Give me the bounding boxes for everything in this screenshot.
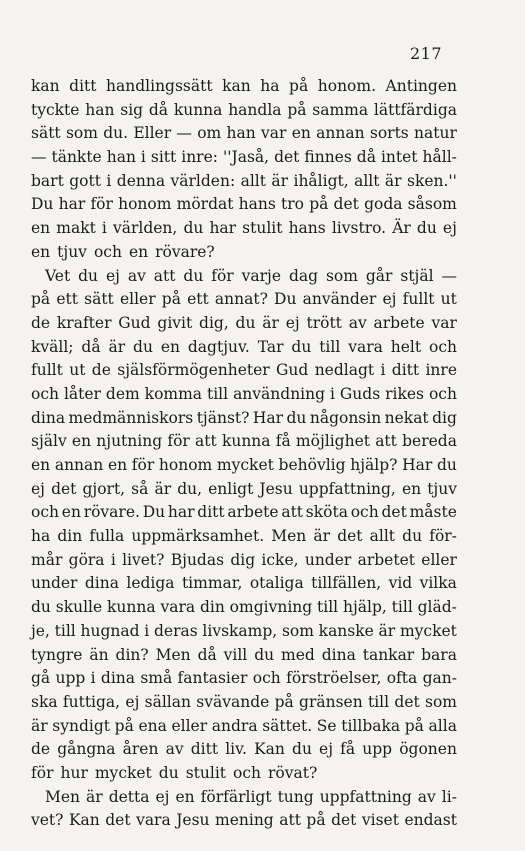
text-line: tyckte han sig då kunna handla på samma lättfärdiga — [31, 100, 457, 119]
text-line: sätt som du. Eller — om han var en annan sorts natur — [31, 124, 457, 143]
text-line: dina medmänniskors tjänst? Har du någonsin nekat dig — [31, 408, 457, 427]
text-line: vet? Kan det vara Jesu mening att på det viset endast — [31, 811, 457, 830]
text-line: en makt i världen, du har stulit hans livstro. Är du ej — [31, 219, 457, 238]
text-line: tyngre än din? Men då vill du med dina tankar bara — [31, 645, 457, 664]
text-line: — tänkte han i sitt inre: ''Jaså, det finnes då intet håll- — [31, 148, 457, 167]
text-line: je, till hugnad i deras livskamp, som kanske är mycket — [31, 621, 457, 640]
text-line: kväll; då är du en dagtjuv. Tar du till vara helt och — [31, 337, 457, 356]
text-line: Vet du ej av att du för varje dag som går stjäl — — [45, 266, 457, 285]
text-line: på ett sätt eller på ett annat? Du använder ej fullt ut — [31, 290, 457, 309]
text-line: är syndigt på ena eller andra sättet. Se tillbaka på alla — [31, 716, 457, 735]
page-number: 217 — [409, 44, 442, 63]
text-line: bart gott i denna världen: allt är ihåligt, allt är sken.'' — [31, 171, 457, 190]
text-line: de gångna åren av ditt liv. Kan du ej få upp ögonen — [31, 740, 457, 759]
text-line: ha din fulla uppmärksamhet. Men är det allt du för- — [31, 527, 457, 546]
text-line: en annan en för honom mycket behövlig hjälp? Har du — [31, 456, 457, 474]
text-line: ej det gjort, så är du, enligt Jesu uppfattning, en tjuv — [31, 479, 457, 498]
text-line: fullt ut de själsförmögenheter Gud nedlagt i ditt inre — [31, 361, 457, 380]
text-line: de krafter Gud givit dig, du är ej trött av arbete var — [31, 313, 457, 332]
text-line: du skulle kunna vara din omgivning till hjälp, till gläd- — [31, 598, 457, 617]
text-line: och låter dem komma till användning i Guds rikes och — [31, 384, 457, 403]
text-line: gå upp i dina små fantasier och förströelser, ofta gan- — [31, 669, 457, 688]
text-line: kan ditt handlingssätt kan ha på honom. Antingen — [31, 77, 457, 95]
text-line: ska futtiga, ej sällan svävande på gränsen till det som — [31, 692, 457, 711]
text-line: Men är detta ej en förfärligt tung uppfattning av li- — [45, 787, 457, 806]
text-line: Du har för honom mördat hans tro på det goda såsom — [31, 195, 457, 214]
body-text — [31, 75, 457, 833]
text-line: under dina lediga timmar, otaliga tillfällen, vid vilka — [31, 574, 457, 593]
text-line: för hur mycket du stulit och rövat? — [31, 763, 318, 782]
text-line: en tjuv och en rövare? — [31, 242, 215, 261]
text-line: mår göra i livet? Bjudas dig icke, under arbetet eller — [31, 550, 457, 569]
text-line: själv en njutning för att kunna få möjlighet att bereda — [31, 432, 457, 451]
text-line: och en rövare. Du har ditt arbete att sköta och det måste — [31, 503, 457, 522]
